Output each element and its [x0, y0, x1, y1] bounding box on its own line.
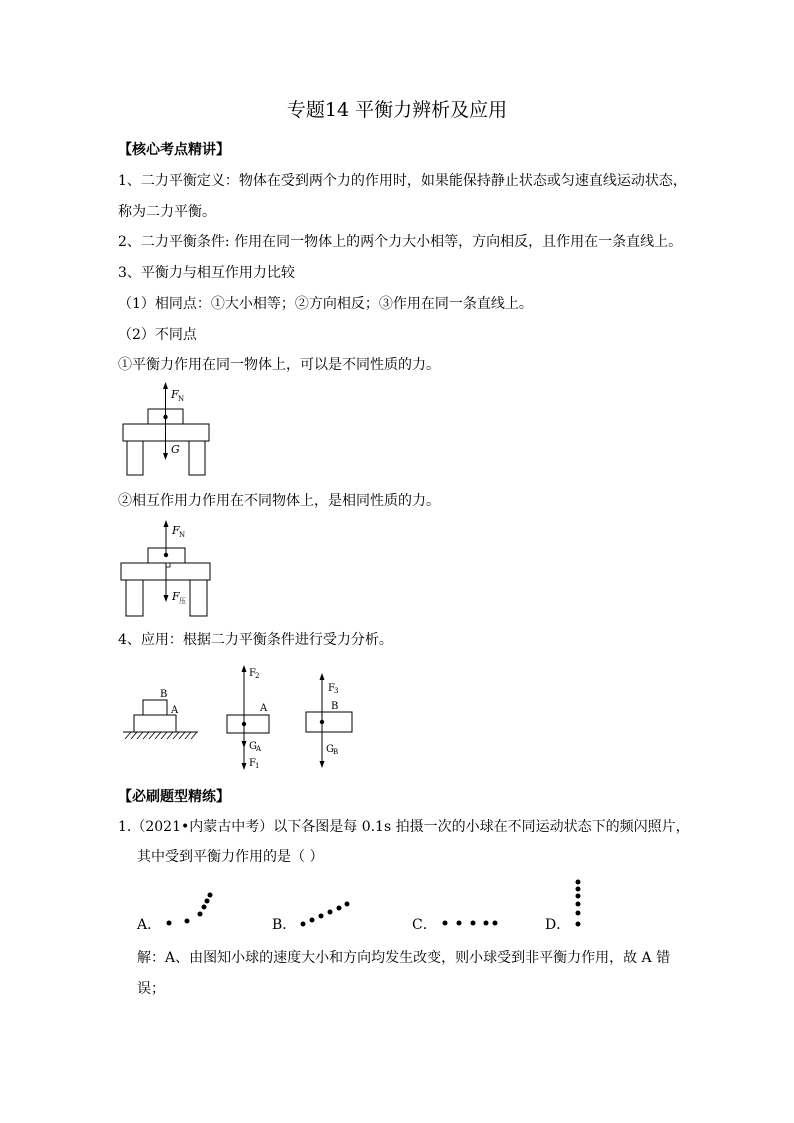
ground-hatch: [125, 732, 197, 739]
force-label-g: G: [171, 443, 180, 456]
table-leg-left: [127, 441, 143, 475]
point-3-diff-a: ①平衡力作用在同一物体上，可以是不同性质的力。: [118, 357, 440, 373]
arrow-up-icon: [163, 382, 168, 389]
page-title: 专题14 平衡力辨析及应用: [286, 99, 508, 121]
point-1-line-2: 称为二力平衡。: [118, 204, 216, 220]
option-c-dots: [436, 915, 506, 931]
force-ga: G: [249, 741, 257, 752]
option-b-dots: [295, 896, 355, 930]
arrow-down-icon: [320, 761, 325, 768]
figure-application: [118, 660, 368, 772]
table-leg-left: [126, 580, 143, 616]
fbd-label-a: A: [260, 703, 268, 714]
point-3: 3、平衡力与相互作用力比较: [118, 265, 295, 281]
option-a-dots: [160, 888, 220, 928]
svg-text:A: A: [256, 745, 262, 753]
point-4: 4、应用：根据二力平衡条件进行受力分析。: [118, 632, 393, 648]
table-leg-right: [189, 441, 205, 475]
fbd-block-b: [306, 712, 352, 732]
block-a: [134, 715, 176, 732]
svg-text:1: 1: [255, 762, 260, 770]
force-gb: G: [326, 744, 334, 755]
svg-text:3: 3: [334, 687, 339, 695]
force-f3: F: [328, 683, 335, 694]
table-leg-right: [190, 580, 207, 616]
svg-text:N: N: [178, 395, 185, 403]
contact-point: [166, 563, 170, 567]
arrow-up-icon: [320, 673, 325, 680]
fbd-label-b: B: [331, 701, 339, 712]
figure-balanced-forces: [118, 380, 218, 480]
arrow-up-icon: [164, 520, 169, 527]
option-d-dots: [568, 876, 588, 932]
point-3-diff-b: ②相互作用力作用在不同物体上，是相同性质的力。: [118, 493, 440, 509]
force-label-fpress: F: [172, 590, 180, 603]
arrow-down-icon: [242, 763, 247, 770]
answer-1-line-1: 解：A、由图知小球的速度大小和方向均发生改变，则小球受到非平衡力作用，故 A 错: [137, 950, 671, 966]
arrow-up-icon: [242, 665, 247, 672]
block-b: [143, 700, 167, 715]
section-heading-practice: 【必刷题型精练】: [118, 789, 230, 805]
label-a: A: [171, 705, 179, 716]
label-b: B: [160, 689, 168, 700]
arrow-down-icon: [164, 595, 169, 602]
option-d-label: D．: [545, 917, 571, 933]
question-1-line-2: 其中受到平衡力作用的是（ ）: [137, 849, 324, 865]
force-label-fn: F: [171, 388, 179, 401]
arrow-down-icon: [242, 741, 247, 748]
arrow-down-icon: [163, 453, 168, 460]
answer-1-line-2: 误；: [137, 981, 165, 997]
fbd-block-a: [227, 715, 269, 733]
option-b-label: B．: [272, 917, 297, 933]
section-heading-core: 【核心考点精讲】: [118, 142, 230, 158]
option-a-label: A．: [137, 917, 162, 933]
option-c-label: C．: [412, 917, 437, 933]
question-1-line-1: 1.（2021•内蒙古中考）以下各图是每 0.1s 拍摄一次的小球在不同运动状态下的频闪照片，: [118, 819, 690, 835]
point-3-same: （1）相同点：①大小相等；②方向相反；③作用在同一条直线上。: [118, 296, 533, 312]
force-label-fn: F: [172, 524, 180, 537]
svg-text:N: N: [179, 531, 186, 539]
figure-interaction-forces: [118, 518, 218, 622]
svg-text:压: 压: [179, 597, 186, 605]
force-f2: F: [249, 668, 256, 679]
svg-text:2: 2: [255, 672, 260, 680]
point-1-line-1: 1、二力平衡定义：物体在受到两个力的作用时，如果能保持静止状态或匀速直线运动状态，: [118, 173, 687, 189]
point-3-diff: （2）不同点: [118, 327, 197, 343]
force-f1: F: [249, 758, 256, 769]
svg-text:B: B: [333, 748, 339, 756]
point-2: 2、二力平衡条件: 作用在同一物体上的两个力大小相等，方向相反，且作用在一条直线上。: [118, 234, 683, 250]
